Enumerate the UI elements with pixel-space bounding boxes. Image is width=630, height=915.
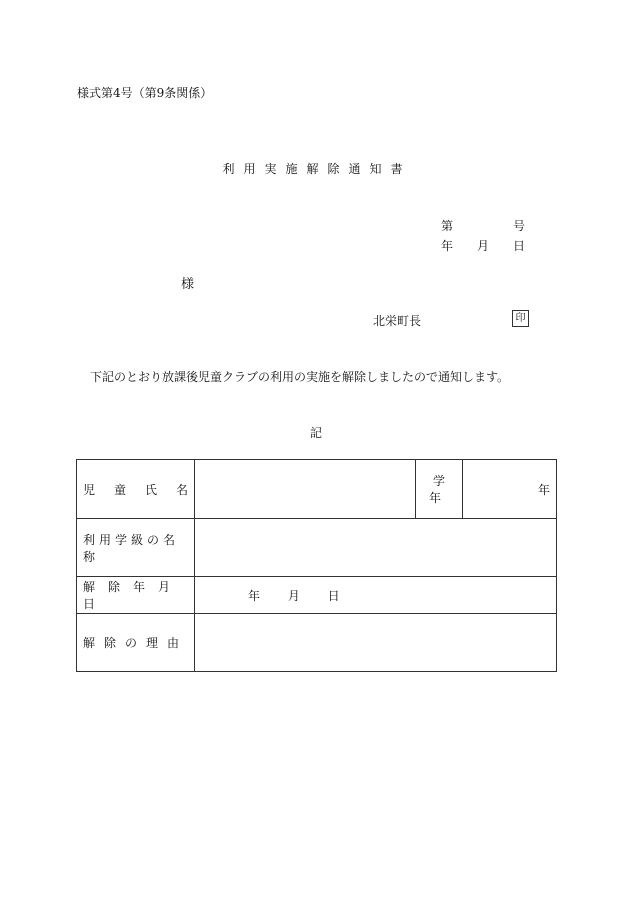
label-char: 氏 [144, 482, 157, 497]
child-name-label [83, 481, 194, 498]
child-name-label-cell [77, 460, 195, 519]
number-dai: 第 [441, 219, 454, 233]
table-row-reason [77, 614, 557, 672]
cancel-date-label-cell [77, 577, 195, 614]
child-name-value-cell [195, 460, 416, 519]
document-number-block [441, 216, 525, 256]
label-char: 童 [113, 482, 126, 497]
cancel-date-label: 解除年月日 [83, 580, 184, 611]
grade-label-cell [416, 460, 463, 519]
reason-label: 解除の理由 [83, 636, 189, 650]
class-name-label-cell [77, 519, 195, 577]
table-row-cancel-date [77, 577, 557, 614]
class-name-value-cell [195, 519, 557, 577]
notice-table [76, 459, 557, 672]
reason-value-cell [195, 614, 557, 672]
issue-month: 月 [477, 239, 490, 253]
issue-day: 日 [513, 239, 526, 253]
form-number: 様式第4号（第9条関係） [77, 86, 213, 100]
issue-year: 年 [441, 239, 454, 253]
addressee-suffix: 様 [181, 277, 195, 292]
grade-value-cell [463, 460, 557, 519]
table-row-class-name [77, 519, 557, 577]
ki-heading: 記 [309, 426, 322, 440]
label-char: 名 [175, 482, 188, 497]
cancel-date-month: 月 [287, 588, 300, 603]
label-char: 児 [83, 482, 96, 497]
number-go: 号 [513, 219, 526, 233]
grade-label: 学年 [428, 474, 453, 505]
cancel-date-day: 日 [327, 588, 340, 603]
cancel-date-value-cell [195, 577, 557, 614]
class-name-label: 利用学級の名称 [83, 532, 180, 564]
sender-title: 北栄町長 [373, 314, 422, 328]
reason-label-cell [77, 614, 195, 672]
grade-unit: 年 [537, 482, 550, 497]
cancel-date-year: 年 [248, 588, 261, 603]
seal-mark: 印 [512, 310, 529, 327]
table-row-child-name [77, 460, 557, 519]
document-title: 利用実施解除通知書 [222, 162, 412, 176]
notice-body-text: 下記のとおり放課後児童クラブの利用の実施を解除しましたので通知します。 [90, 370, 510, 384]
